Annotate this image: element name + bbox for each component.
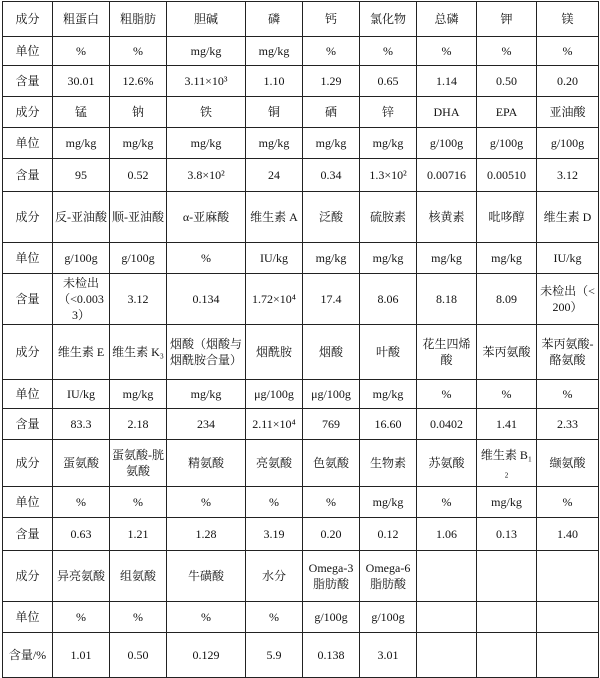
table-cell: mg/kg [246, 37, 303, 66]
table-cell: 维生素 B₁₂ [477, 440, 537, 487]
table-cell: % [246, 602, 303, 633]
table-cell: 0.52 [110, 159, 167, 192]
table-cell: Omega-6 脂肪酸 [360, 551, 417, 602]
table-row [3, 325, 599, 380]
table-cell: 苯丙氨酸-酪氨酸 [537, 325, 599, 380]
table-cell: 0.63 [53, 518, 110, 551]
table-cell: 1.29 [303, 66, 360, 97]
table-cell: mg/kg [360, 380, 417, 409]
table-cell: g/100g [110, 243, 167, 274]
table-row [3, 2, 599, 37]
table-cell: 硒 [303, 97, 360, 128]
table-cell: 磷 [246, 2, 303, 37]
table-row [3, 243, 599, 274]
table-cell: 1.21 [110, 518, 167, 551]
table-cell: 核黄素 [417, 192, 477, 243]
table-cell: 0.129 [167, 633, 246, 678]
table-cell: mg/kg [303, 243, 360, 274]
table-cell: 0.12 [360, 518, 417, 551]
table-cell: mg/kg [53, 128, 110, 159]
table-cell: % [417, 37, 477, 66]
table-cell: Omega-3 脂肪酸 [303, 551, 360, 602]
table-cell: 维生素 K₃ [110, 325, 167, 380]
table-cell: IU/kg [246, 243, 303, 274]
table-row [3, 409, 599, 440]
table-cell [537, 633, 599, 678]
table-cell: 缬氨酸 [537, 440, 599, 487]
table-cell: 0.13 [477, 518, 537, 551]
row-header-cell: 单位 [3, 487, 53, 518]
table-cell: % [303, 37, 360, 66]
table-cell [417, 602, 477, 633]
table-cell: % [417, 380, 477, 409]
table-cell: mg/kg [417, 243, 477, 274]
table-cell: % [167, 602, 246, 633]
table-cell: 色氨酸 [303, 440, 360, 487]
table-cell: mg/kg [360, 128, 417, 159]
table-cell: g/100g [417, 128, 477, 159]
table-cell: 总磷 [417, 2, 477, 37]
table-cell [477, 602, 537, 633]
table-cell: 铜 [246, 97, 303, 128]
table-cell: 2.33 [537, 409, 599, 440]
table-cell [417, 633, 477, 678]
table-cell: 8.09 [477, 274, 537, 325]
table-cell: 维生素 E [53, 325, 110, 380]
table-cell: mg/kg [246, 128, 303, 159]
row-header-cell: 成分 [3, 97, 53, 128]
table-cell: 24 [246, 159, 303, 192]
table-row [3, 66, 599, 97]
table-cell: % [110, 602, 167, 633]
table-cell: mg/kg [360, 487, 417, 518]
row-header-cell: 含量 [3, 159, 53, 192]
table-cell: mg/kg [110, 380, 167, 409]
table-cell: 亮氨酸 [246, 440, 303, 487]
table-cell: 组氨酸 [110, 551, 167, 602]
table-cell: % [53, 487, 110, 518]
table-cell: % [246, 487, 303, 518]
row-header-cell: 单位 [3, 380, 53, 409]
table-cell: 粗蛋白 [53, 2, 110, 37]
table-cell: 0.20 [303, 518, 360, 551]
table-cell: 2.18 [110, 409, 167, 440]
table-cell [477, 633, 537, 678]
table-cell [537, 551, 599, 602]
table-cell: 3.8×10² [167, 159, 246, 192]
table-row [3, 633, 599, 678]
table-cell: 1.3×10² [360, 159, 417, 192]
row-header-cell: 含量 [3, 66, 53, 97]
table-row [3, 159, 599, 192]
table-cell: 水分 [246, 551, 303, 602]
table-cell: mg/kg [303, 128, 360, 159]
row-header-cell: 单位 [3, 602, 53, 633]
table-cell: 硫胺素 [360, 192, 417, 243]
table-cell: 烟酸 [303, 325, 360, 380]
table-cell: 0.00510 [477, 159, 537, 192]
table-cell: 维生素 D [537, 192, 599, 243]
table-cell: 吡哆醇 [477, 192, 537, 243]
table-cell: 0.00716 [417, 159, 477, 192]
table-row [3, 274, 599, 325]
table-cell: 反-亚油酸 [53, 192, 110, 243]
table-cell [477, 551, 537, 602]
table-cell: μg/100g [246, 380, 303, 409]
table-cell: α-亚麻酸 [167, 192, 246, 243]
table-cell: 蛋氨酸 [53, 440, 110, 487]
table-row [3, 602, 599, 633]
row-header-cell: 含量 [3, 274, 53, 325]
table-cell: 1.72×10⁴ [246, 274, 303, 325]
row-header-cell: 单位 [3, 128, 53, 159]
table-row [3, 487, 599, 518]
table-cell: % [303, 487, 360, 518]
table-cell: 蛋氨酸-胱氨酸 [110, 440, 167, 487]
table-cell: IU/kg [537, 243, 599, 274]
table-cell: g/100g [53, 243, 110, 274]
table-cell: 精氨酸 [167, 440, 246, 487]
table-cell: 12.6% [110, 66, 167, 97]
table-cell: 钠 [110, 97, 167, 128]
table-cell: % [110, 37, 167, 66]
table-cell: mg/kg [167, 128, 246, 159]
table-cell: 234 [167, 409, 246, 440]
table-cell: 0.134 [167, 274, 246, 325]
table-cell: 0.0402 [417, 409, 477, 440]
table-cell: 异亮氨酸 [53, 551, 110, 602]
table-cell: 锰 [53, 97, 110, 128]
table-cell: 铁 [167, 97, 246, 128]
table-cell: 8.06 [360, 274, 417, 325]
table-cell: 5.9 [246, 633, 303, 678]
table-cell: 1.06 [417, 518, 477, 551]
table-cell: 叶酸 [360, 325, 417, 380]
table-cell: 烟酰胺 [246, 325, 303, 380]
table-row [3, 440, 599, 487]
table-cell: % [53, 602, 110, 633]
table-cell: 1.28 [167, 518, 246, 551]
table-cell: % [167, 487, 246, 518]
table-cell: mg/kg [477, 243, 537, 274]
row-header-cell: 含量 [3, 518, 53, 551]
table-cell: 3.01 [360, 633, 417, 678]
table-cell [417, 551, 477, 602]
table-cell: 钙 [303, 2, 360, 37]
row-header-cell: 单位 [3, 37, 53, 66]
table-cell: 769 [303, 409, 360, 440]
table-cell: g/100g [477, 128, 537, 159]
table-cell: 维生素 A [246, 192, 303, 243]
table-cell: 0.65 [360, 66, 417, 97]
table-cell: % [417, 487, 477, 518]
table-cell: % [167, 243, 246, 274]
table-row [3, 518, 599, 551]
table-cell: 锌 [360, 97, 417, 128]
table-cell: 1.40 [537, 518, 599, 551]
table-cell: 苏氨酸 [417, 440, 477, 487]
table-cell: 烟酸（烟酸与烟酰胺合量） [167, 325, 246, 380]
table-cell: DHA [417, 97, 477, 128]
table-cell: 0.138 [303, 633, 360, 678]
table-cell: % [537, 487, 599, 518]
table-cell: mg/kg [167, 37, 246, 66]
table-cell: EPA [477, 97, 537, 128]
table-row [3, 551, 599, 602]
table-cell: % [477, 380, 537, 409]
table-cell: % [360, 37, 417, 66]
table-cell: % [53, 37, 110, 66]
table-row [3, 37, 599, 66]
table-cell: 30.01 [53, 66, 110, 97]
table-row [3, 380, 599, 409]
table-cell: % [110, 487, 167, 518]
table-cell: g/100g [360, 602, 417, 633]
row-header-cell: 成分 [3, 2, 53, 37]
table-cell: 3.11×10³ [167, 66, 246, 97]
table-cell: 3.12 [110, 274, 167, 325]
row-header-cell: 单位 [3, 243, 53, 274]
table-cell: IU/kg [53, 380, 110, 409]
table-row [3, 97, 599, 128]
row-header-cell: 含量/% [3, 633, 53, 678]
table-cell: 16.60 [360, 409, 417, 440]
table-cell: 0.50 [110, 633, 167, 678]
table-cell: mg/kg [360, 243, 417, 274]
row-header-cell: 含量 [3, 409, 53, 440]
table-cell: mg/kg [110, 128, 167, 159]
table-cell: 未检出（<200） [537, 274, 599, 325]
table-cell: 3.12 [537, 159, 599, 192]
table-cell: 0.50 [477, 66, 537, 97]
table-cell: 1.14 [417, 66, 477, 97]
table-cell: 亚油酸 [537, 97, 599, 128]
table-cell: μg/100g [303, 380, 360, 409]
table-cell: 83.3 [53, 409, 110, 440]
table-cell: 氯化物 [360, 2, 417, 37]
table-cell: 花生四烯酸 [417, 325, 477, 380]
row-header-cell: 成分 [3, 440, 53, 487]
table-cell: 胆碱 [167, 2, 246, 37]
table-cell: % [537, 37, 599, 66]
table-cell: 8.18 [417, 274, 477, 325]
table-cell: mg/kg [167, 380, 246, 409]
table-cell: g/100g [537, 128, 599, 159]
table-cell: 生物素 [360, 440, 417, 487]
table-cell: mg/kg [477, 487, 537, 518]
row-header-cell: 成分 [3, 551, 53, 602]
table-cell: 3.19 [246, 518, 303, 551]
table-cell: 顺-亚油酸 [110, 192, 167, 243]
table-cell: % [537, 380, 599, 409]
table-cell: 1.10 [246, 66, 303, 97]
table-cell [537, 602, 599, 633]
nutrition-table [2, 1, 599, 678]
table-cell: 95 [53, 159, 110, 192]
table-cell: 泛酸 [303, 192, 360, 243]
row-header-cell: 成分 [3, 325, 53, 380]
table-cell: 0.34 [303, 159, 360, 192]
table-cell: 17.4 [303, 274, 360, 325]
table-cell: 未检出（<0.0033） [53, 274, 110, 325]
table-cell: 0.20 [537, 66, 599, 97]
table-row [3, 128, 599, 159]
table-cell: 苯丙氨酸 [477, 325, 537, 380]
table-cell: 钾 [477, 2, 537, 37]
table-cell: 牛磺酸 [167, 551, 246, 602]
table-cell: % [477, 37, 537, 66]
table-cell: 粗脂肪 [110, 2, 167, 37]
table-cell: 镁 [537, 2, 599, 37]
table-cell: 2.11×10⁴ [246, 409, 303, 440]
table-cell: 1.41 [477, 409, 537, 440]
table-row [3, 192, 599, 243]
row-header-cell: 成分 [3, 192, 53, 243]
table-cell: 1.01 [53, 633, 110, 678]
table-cell: g/100g [303, 602, 360, 633]
